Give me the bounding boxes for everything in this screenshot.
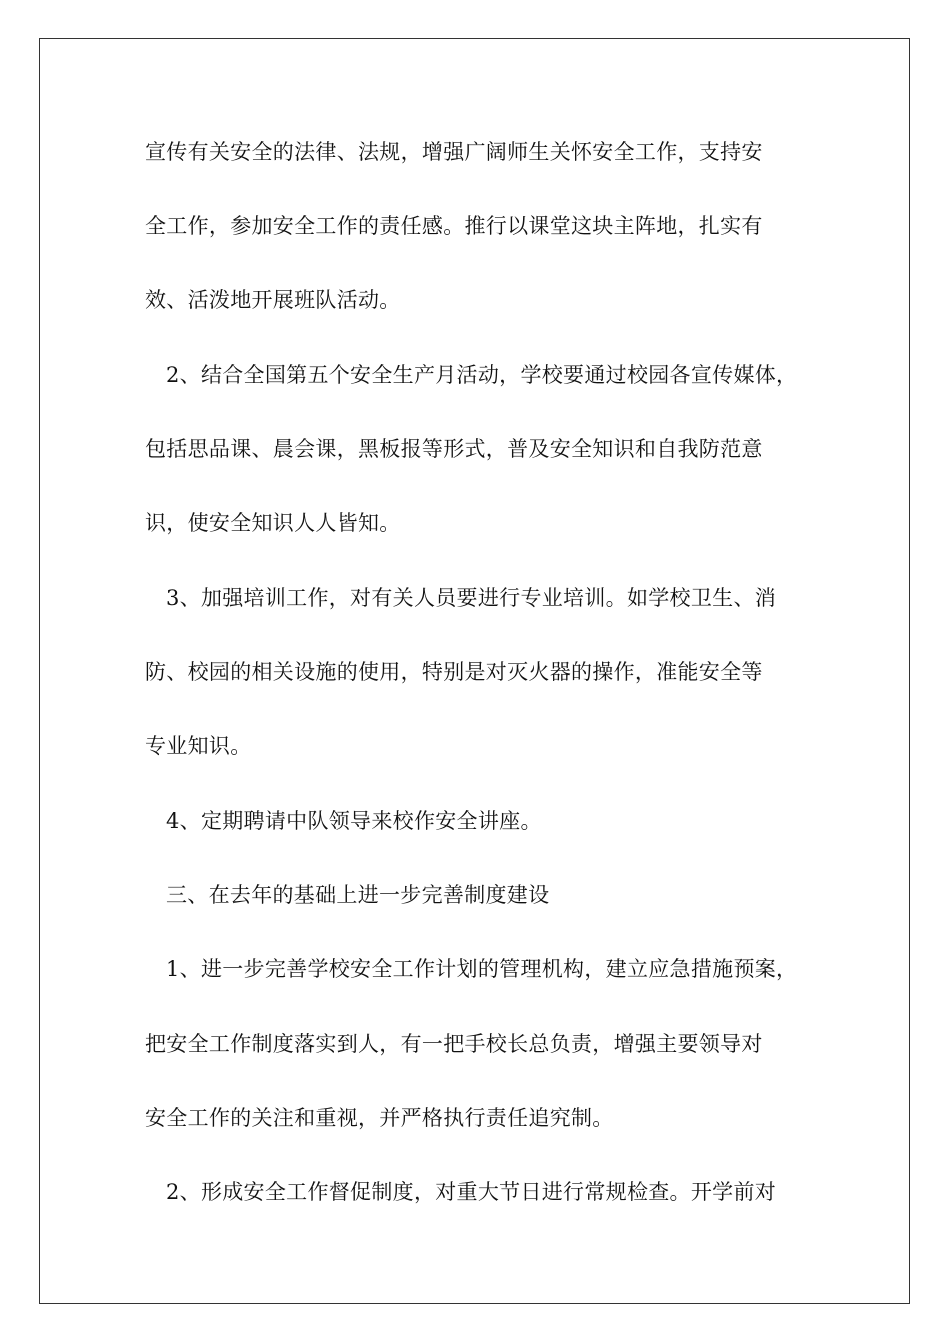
text-line: 4、定期聘请中队领导来校作安全讲座。 <box>166 809 542 833</box>
text-line: 全工作，参加安全工作的责任感。推行以课堂这块主阵地，扎实有 <box>145 214 763 238</box>
text-line: 防、校园的相关设施的使用，特别是对灭火器的操作，准能安全等 <box>145 660 763 684</box>
text-line: 把安全工作制度落实到人，有一把手校长总负责，增强主要领导对 <box>145 1032 763 1056</box>
text-line: 2、形成安全工作督促制度，对重大节日进行常规检查。开学前对 <box>166 1180 777 1204</box>
section-heading: 三、在去年的基础上进一步完善制度建设 <box>166 883 550 907</box>
text-line: 专业知识。 <box>145 734 252 758</box>
text-line: 包括思品课、晨会课，黑板报等形式，普及安全知识和自我防范意 <box>145 437 763 461</box>
text-line: 1、进一步完善学校安全工作计划的管理机构，建立应急措施预案， <box>166 957 798 981</box>
text-line: 效、活泼地开展班队活动。 <box>145 288 401 312</box>
text-line: 安全工作的关注和重视，并严格执行责任追究制。 <box>145 1106 614 1130</box>
text-line: 识，使安全知识人人皆知。 <box>145 511 401 535</box>
text-line: 3、加强培训工作，对有关人员要进行专业培训。如学校卫生、消 <box>166 586 777 610</box>
text-line: 2、结合全国第五个安全生产月活动，学校要通过校园各宣传媒体， <box>166 363 798 387</box>
text-line: 宣传有关安全的法律、法规，增强广阔师生关怀安全工作，支持安 <box>145 140 763 164</box>
